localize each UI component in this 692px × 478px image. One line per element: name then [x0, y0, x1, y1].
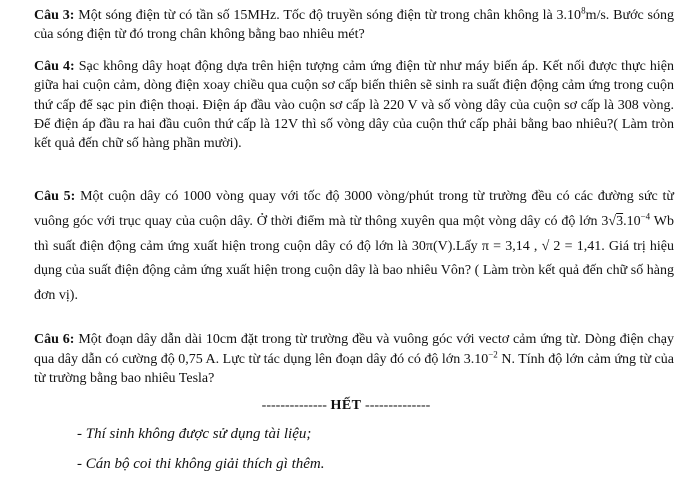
question-label: Câu 5:: [34, 189, 76, 204]
question-text: Một cuộn dây có 1000 vòng quay với tốc độ 3000 vòng/phút trong từ trường đều có các đường sức từ vuông góc với trục quay của cuộn dây. Ở thời điểm mà từ thông xuyên qua một vòng dây có độ lớn: [34, 189, 675, 229]
pi-value: π = 3,14 ,: [481, 238, 538, 254]
dash-left: --------------: [261, 398, 331, 413]
exponent: −2: [488, 348, 498, 359]
force-value: [463, 348, 498, 367]
question-text: .Lấy: [452, 238, 482, 254]
question-label: Câu 3:: [34, 8, 75, 23]
question-4: [34, 57, 674, 153]
exponent: 8: [581, 5, 586, 16]
question-text: Một đoạn dây dẫn dài 10cm đặt trong từ trường đều và vuông góc với vectơ cảm ứng từ. Dòng điện chạy qua dây dẫn có cường độ 0,75 A. Lực từ tác dụng lên đoạn dây đó có độ lớn: [34, 332, 674, 367]
flux-radicand: 3: [616, 213, 624, 229]
exponent: −4: [640, 211, 651, 222]
question-label: Câu 6:: [34, 332, 75, 347]
question-text: Sạc không dây hoạt động dựa trên hiện tượng cảm ứng điện từ như máy biến áp. Kết nối được thực hiện giữa hai cuộn cảm, dòng điện xoay chiều qua cuộn sơ cấp biến thiên sẽ sinh ra suất điện động cảm ứng trong cuộn thứ cấp để sạc pin điện thoại. Điện áp đầu vào cuộn sơ cấp là 220 V và số vòng dây của cuộn sơ cấp là 308 vòng. Để điện áp đầu ra hai đầu cuôn thứ cấp là 12V thì số vòng dây của cuộn thứ cấp phải bằng bao nhiêu?( Làm tròn kết quả đến chữ số hàng phần mười).: [34, 59, 675, 152]
question-5: [34, 185, 674, 309]
question-3: [34, 6, 674, 44]
footer-note-2: - Cán bộ coi thi không giải thích gì thêm.: [77, 456, 325, 472]
force-base: 3.10: [463, 351, 489, 367]
question-6: [34, 330, 674, 389]
flux-base: .10: [623, 213, 641, 229]
question-text: N. Tính độ lớn cảm ứng từ của từ trường bằng bao nhiêu Tesla?: [34, 351, 674, 386]
question-label: Câu 4:: [34, 59, 75, 74]
emf-value: 30π(V): [411, 238, 453, 254]
end-marker: [0, 398, 692, 414]
sqrt-value: √ 2 = 1,41: [541, 238, 602, 254]
flux-coefficient: 3: [601, 213, 609, 229]
question-text: Wb thì suất điện động cảm ứng xuất hiện trong cuộn dây có độ lớn là: [34, 213, 674, 254]
footer-note-1: - Thí sinh không được sử dụng tài liệu;: [77, 426, 312, 442]
question-text: m/s. Bước sóng của sóng điện từ đó trong chân không bằng bao nhiêu mét?: [34, 8, 675, 42]
sqrt-expression: 2 = 1,41: [549, 238, 602, 254]
question-text: Một sóng điện từ có tần số 15MHz. Tốc độ truyền sóng điện từ trong chân không là 3.10: [74, 8, 582, 23]
dash-right: --------------: [361, 398, 431, 413]
end-label: HẾT: [330, 398, 362, 413]
flux-value: $3√3.10^{-4}$: [601, 211, 651, 229]
question-text: . Giá trị hiệu dụng của suất điện động cảm ứng xuất hiện trong cuộn dây là bao nhiêu Vôn? ( Làm tròn kết quả đến chữ số hàng đơn vị).: [34, 238, 675, 304]
